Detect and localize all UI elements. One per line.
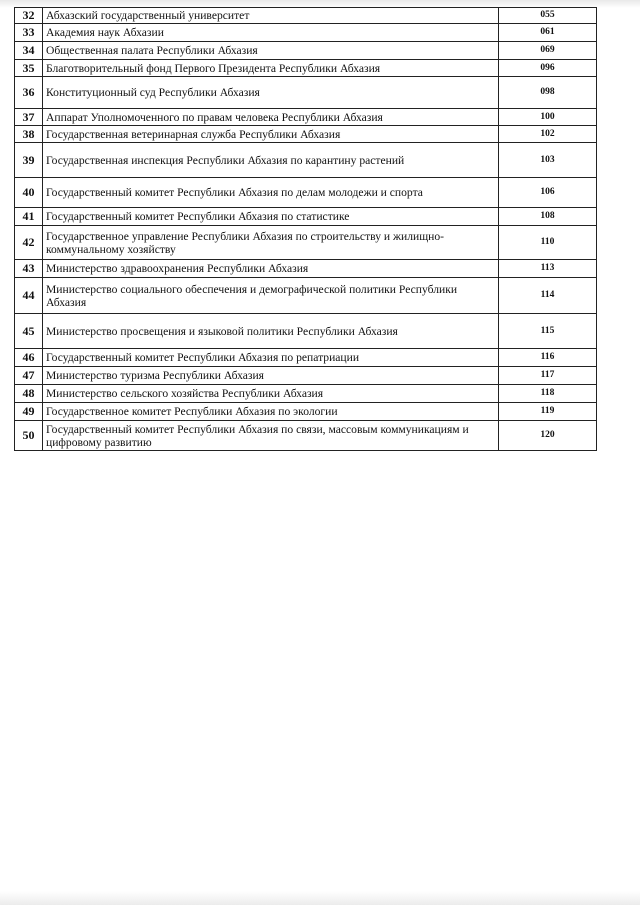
budget-code: 103 [499, 143, 597, 178]
row-number: 49 [15, 403, 43, 421]
row-number: 33 [15, 24, 43, 42]
table-row [15, 367, 597, 385]
row-number: 41 [15, 208, 43, 226]
budget-code: 119 [499, 403, 597, 421]
organization-name: Государственное комитет Республики Абхазия по экологии [43, 403, 499, 421]
budget-code: 115 [499, 314, 597, 349]
row-number: 44 [15, 278, 43, 314]
budget-code: 096 [499, 60, 597, 77]
table-row [15, 403, 597, 421]
budget-code: 108 [499, 208, 597, 226]
organization-name: Государственная инспекция Республики Абхазия по карантину растений [43, 143, 499, 178]
budget-code: 055 [499, 8, 597, 24]
budget-code: 098 [499, 77, 597, 109]
table-row [15, 42, 597, 60]
budget-code: 061 [499, 24, 597, 42]
row-number: 50 [15, 421, 43, 451]
budget-code: 102 [499, 126, 597, 143]
organization-name: Государственное управление Республики Абхазия по строительству и жилищно-коммунальному хозяйству [43, 226, 499, 260]
table-row [15, 208, 597, 226]
organization-name: Государственный комитет Республики Абхазия по статистике [43, 208, 499, 226]
table-row [15, 143, 597, 178]
table-row [15, 24, 597, 42]
scan-bottom-shadow [0, 891, 640, 905]
organization-name: Министерство сельского хозяйства Республики Абхазия [43, 385, 499, 403]
budget-code: 117 [499, 367, 597, 385]
row-number: 40 [15, 178, 43, 208]
organization-name: Государственный комитет Республики Абхазия по репатриации [43, 349, 499, 367]
table-row [15, 385, 597, 403]
row-number: 47 [15, 367, 43, 385]
organization-name: Министерство просвещения и языковой политики Республики Абхазия [43, 314, 499, 349]
budget-code: 118 [499, 385, 597, 403]
budget-code: 114 [499, 278, 597, 314]
organization-name: Абхазский государственный университет [43, 8, 499, 24]
organization-name: Академия наук Абхазии [43, 24, 499, 42]
organization-name: Государственный комитет Республики Абхазия по делам молодежи и спорта [43, 178, 499, 208]
table-row [15, 349, 597, 367]
organization-name: Благотворительный фонд Первого Президента Республики Абхазия [43, 60, 499, 77]
budget-code: 069 [499, 42, 597, 60]
table-row [15, 421, 597, 451]
budget-table [14, 7, 597, 451]
row-number: 43 [15, 260, 43, 278]
table-row [15, 8, 597, 24]
table-row [15, 126, 597, 143]
row-number: 38 [15, 126, 43, 143]
row-number: 45 [15, 314, 43, 349]
budget-code: 116 [499, 349, 597, 367]
budget-code: 106 [499, 178, 597, 208]
budget-code: 110 [499, 226, 597, 260]
table-row [15, 278, 597, 314]
table-row [15, 178, 597, 208]
table-row [15, 260, 597, 278]
row-number: 32 [15, 8, 43, 24]
row-number: 36 [15, 77, 43, 109]
row-number: 42 [15, 226, 43, 260]
organization-name: Общественная палата Республики Абхазия [43, 42, 499, 60]
table-row [15, 109, 597, 126]
organization-name: Конституционный суд Республики Абхазия [43, 77, 499, 109]
row-number: 39 [15, 143, 43, 178]
organization-name: Аппарат Уполномоченного по правам человека Республики Абхазия [43, 109, 499, 126]
organization-name: Министерство туризма Республики Абхазия [43, 367, 499, 385]
table-row [15, 60, 597, 77]
row-number: 46 [15, 349, 43, 367]
organization-name: Министерство социального обеспечения и демографической политики Республики Абхазия [43, 278, 499, 314]
row-number: 35 [15, 60, 43, 77]
organization-name: Государственный комитет Республики Абхазия по связи, массовым коммуникациям и цифровому развитию [43, 421, 499, 451]
table-row [15, 226, 597, 260]
organization-name: Государственная ветеринарная служба Республики Абхазия [43, 126, 499, 143]
row-number: 37 [15, 109, 43, 126]
organization-name: Министерство здравоохранения Республики Абхазия [43, 260, 499, 278]
budget-code: 100 [499, 109, 597, 126]
budget-code: 120 [499, 421, 597, 451]
row-number: 48 [15, 385, 43, 403]
row-number: 34 [15, 42, 43, 60]
table-row [15, 314, 597, 349]
budget-code: 113 [499, 260, 597, 278]
table-row [15, 77, 597, 109]
